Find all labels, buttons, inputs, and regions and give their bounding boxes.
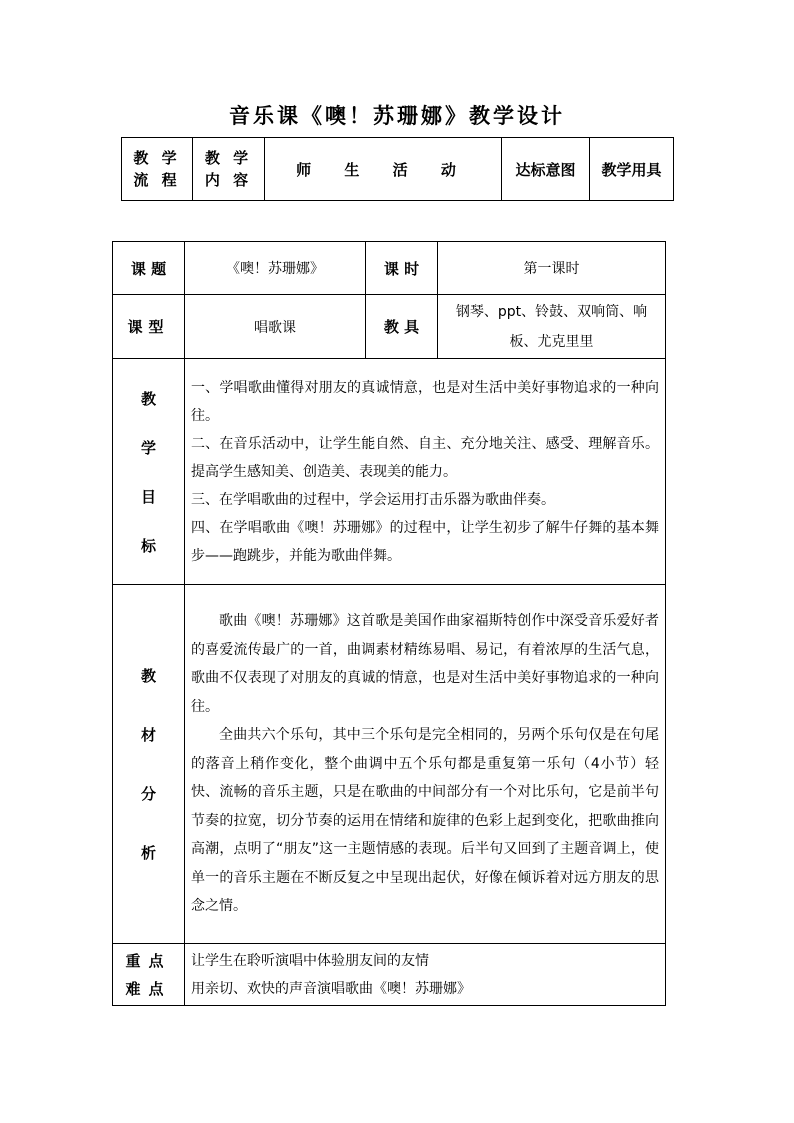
keypoints-content <box>185 944 666 1006</box>
analysis-paragraph: 全曲共六个乐句，其中三个乐句是完全相同的，另两个乐句仅是在句尾的落音上稍作变化，整个曲调中五个乐句都是重复第一乐句（4小节）轻快、流畅的音乐主题，只是在歌曲的中间部分有一个对比乐句，它是前半句节奏的拉宽，切分节奏的运用在情绪和旋律的色彩上起到变化，把歌曲推向高潮，点明了“朋友”这一主题情感的表现。后半句又回到了主题音调上，使单一的音乐主题在不断反复之中呈现出起伏，好像在倾诉着对远方朋友的思念之情。 <box>191 727 659 915</box>
header-table <box>121 137 674 201</box>
header-process-line1: 教 学 <box>133 149 181 167</box>
keypoints-label-line1: 重点 <box>125 951 172 970</box>
goal-item: 三、在学唱歌曲的过程中，学会运用打击乐器为歌曲伴奏。 <box>191 491 555 508</box>
analysis-content <box>185 585 666 944</box>
goals-label-char3: 目 <box>140 487 156 506</box>
period-label: 课 时 <box>366 242 438 295</box>
type-value: 唱歌课 <box>185 295 366 359</box>
goal-item: 四、在学唱歌曲《噢！苏珊娜》的过程中，让学生初步了解牛仔舞的基本舞步——跑跳步，并能为歌曲伴舞。 <box>191 519 659 564</box>
analysis-label-char1: 教 <box>140 667 156 685</box>
header-process-line2: 流 程 <box>133 171 181 189</box>
goals-label-char2: 学 <box>140 438 156 457</box>
goals-label-char4: 标 <box>140 536 156 555</box>
analysis-label-char2: 材 <box>140 726 156 744</box>
tools-value-line1: 钢琴、ppt、铃鼓、双响筒、响 <box>455 303 648 320</box>
analysis-label <box>113 585 185 944</box>
analysis-label-char3: 分 <box>140 785 156 803</box>
goals-label-char1: 教 <box>140 389 156 408</box>
page-title: 音乐课《噢！苏珊娜》教学设计 <box>229 103 565 128</box>
header-intent: 达标意图 <box>502 138 590 201</box>
keypoints-label-line2: 难点 <box>125 979 172 998</box>
goals-content <box>185 359 666 585</box>
type-label: 课型 <box>113 295 185 359</box>
goal-item: 一、学唱歌曲懂得对朋友的真诚情意，也是对生活中美好事物追求的一种向往。 <box>191 379 659 424</box>
keypoints-label <box>113 944 185 1006</box>
header-content-line2: 内 容 <box>204 171 253 189</box>
goals-label <box>113 359 185 585</box>
analysis-paragraph: 歌曲《噢！苏珊娜》这首歌是美国作曲家福斯特创作中深受音乐爱好者的喜爱流传最广的一首，曲调素材精练易唱、易记，有着浓厚的生活气息，歌曲不仅表现了对朋友的真诚的情意，也是对生活中美好事物追求的一种向往。 <box>191 613 659 715</box>
topic-label: 课 题 <box>113 242 185 295</box>
header-activities: 师 生 活 动 <box>265 138 502 201</box>
period-value: 第一课时 <box>438 242 666 295</box>
tools-value <box>438 295 666 359</box>
keypoint-item: 用亲切、欢快的声音演唱歌曲《噢！苏珊娜》 <box>191 980 471 997</box>
tools-value-line2: 板、尤克里里 <box>509 333 594 350</box>
header-content-line1: 教 学 <box>204 149 253 167</box>
header-content <box>193 138 265 201</box>
header-tools: 教学用具 <box>590 138 674 201</box>
header-process <box>122 138 193 201</box>
tools-label: 教 具 <box>366 295 438 359</box>
keypoint-item: 让学生在聆听演唱中体验朋友间的友情 <box>191 952 429 969</box>
lesson-table <box>112 241 666 1006</box>
analysis-label-char4: 析 <box>140 844 156 862</box>
topic-value: 《噢！苏珊娜》 <box>185 242 366 295</box>
goal-item: 二、在音乐活动中，让学生能自然、自主、充分地关注、感受、理解音乐。提高学生感知美、创造美、表现美的能力。 <box>191 435 659 480</box>
